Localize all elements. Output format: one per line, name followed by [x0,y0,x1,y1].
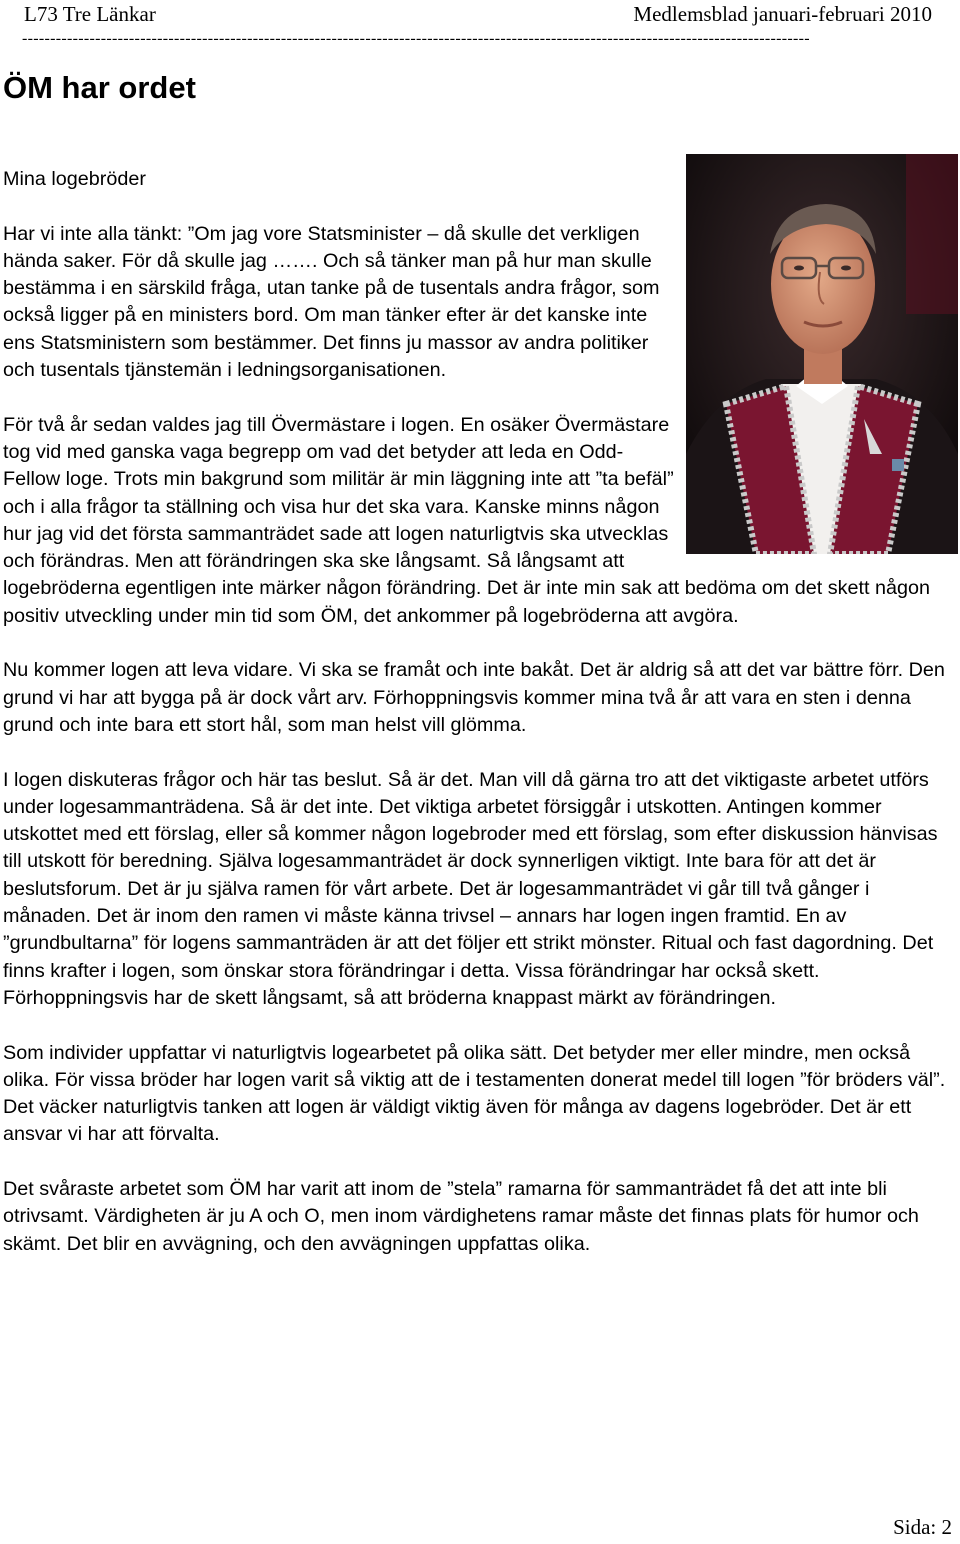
page-title: ÖM har ordet [3,70,196,105]
paragraph-4: I logen diskuteras frågor och här tas beslut. Så är det. Man vill då gärna tro att det viktigaste arbetet utförs under logesammanträdena. Så är det inte. Det viktiga arbetet försiggår i utskotten. Antingen kommer utskottet med ett förslag, eller så kommer någon logebroder med ett förslag, som efter diskussion hänvisas till utskott för beredning. Själva logesammanträdet är dock synnerligen viktigt. Inte bara för att det är beslutsforum. Det är ju själva ramen för vårt arbete. Det är logesammanträdet vi går till två gånger i månaden. Det är inom den ramen vi måste känna trivsel – annars har logen ingen framtid. En av ”grundbultarna” för logens sammanträden är att det följer ett strikt mönster. Ritual och fast dagordning. Det finns krafter i logen, som önskar stora förändringar i detta. Vissa förändringar har också skett. Förhoppningsvis har de skett långsamt, så att bröderna knappast märkt av förändringen. [3,768,938,1009]
header-divider: -------------------------------------------------------------------------------------------------------------------------------------------- [22,30,810,47]
paragraph-5: Som individer uppfattar vi naturligtvis logearbetet på olika sätt. Det betyder mer eller mindre, men också olika. För vissa bröder har logen varit så viktig att de i testamenten donerat medel till logen ”för bröders väl”. Det väcker naturligtvis tanken att logen är väldigt viktig även för många av dagens logebröder. Det är ett ansvar vi har att förvalta. [3,1041,946,1146]
paragraph-6: Det svåraste arbetet som ÖM har varit att inom de ”stela” ramarna för sammanträdet få det att inte bli otrivsamt. Värdigheten är ju A och O, men inom värdighetens ramar måste det finnas plats för humor och skämt. Det blir en avvägning, och den avvägningen uppfattas olika. [3,1177,919,1255]
paragraph-2: För två år sedan valdes jag till Övermästare i logen. En osäker Övermästare tog vid med ganska vaga begrepp om vad det betyder att leda en Odd-Fellow loge. Trots min bakgrund som militär är min läggning inte att ”ta befäl” och i alla frågor ta ställning och visa hur det ska vara. Kanske minns någon hur jag vid det första sammanträdet sade att logen naturligtvis ska utvecklas och förändras. Men att förändringen ska ske långsamt. Så långsamt att logebröderna egentligen inte märker någon förändring. Det är inte min sak att bedöma om det skett någon positiv utveckling under min tid som ÖM, det ankommer på logebröderna att avgöra. [3,413,930,627]
paragraph-1: Har vi inte alla tänkt: ”Om jag vore Statsminister – då skulle det verkligen hända saker. För då skulle jag ……. Och så tänker man på hur man skulle bestämma i en särskild fråga, utan tanke på de tusentals andra frågor, som också ligger på en ministers bord. Om man tänker efter är det kanske inte ens Statsministern som bestämmer. Det finns ju massor av andra politiker och tusentals tjänstemän i ledningsorganisationen. [3,222,660,382]
greeting: Mina logebröder [3,168,146,190]
header-issue-date: Medlemsblad januari-februari 2010 [633,2,932,26]
portrait-illustration [686,154,958,554]
portrait-photo [686,154,958,554]
header-newsletter-name: L73 Tre Länkar [24,2,156,26]
page-number: Sida: 2 [893,1515,952,1539]
article-body [3,166,955,1285]
paragraph-3: Nu kommer logen att leva vidare. Vi ska se framåt och inte bakåt. Det är aldrig så att det var bättre förr. Den grund vi har att bygga på är dock vårt arv. Förhoppningsvis kommer mina två år att vara en sten i denna grund och inte bara ett stort hål, som man helst vill glömma. [3,659,945,736]
